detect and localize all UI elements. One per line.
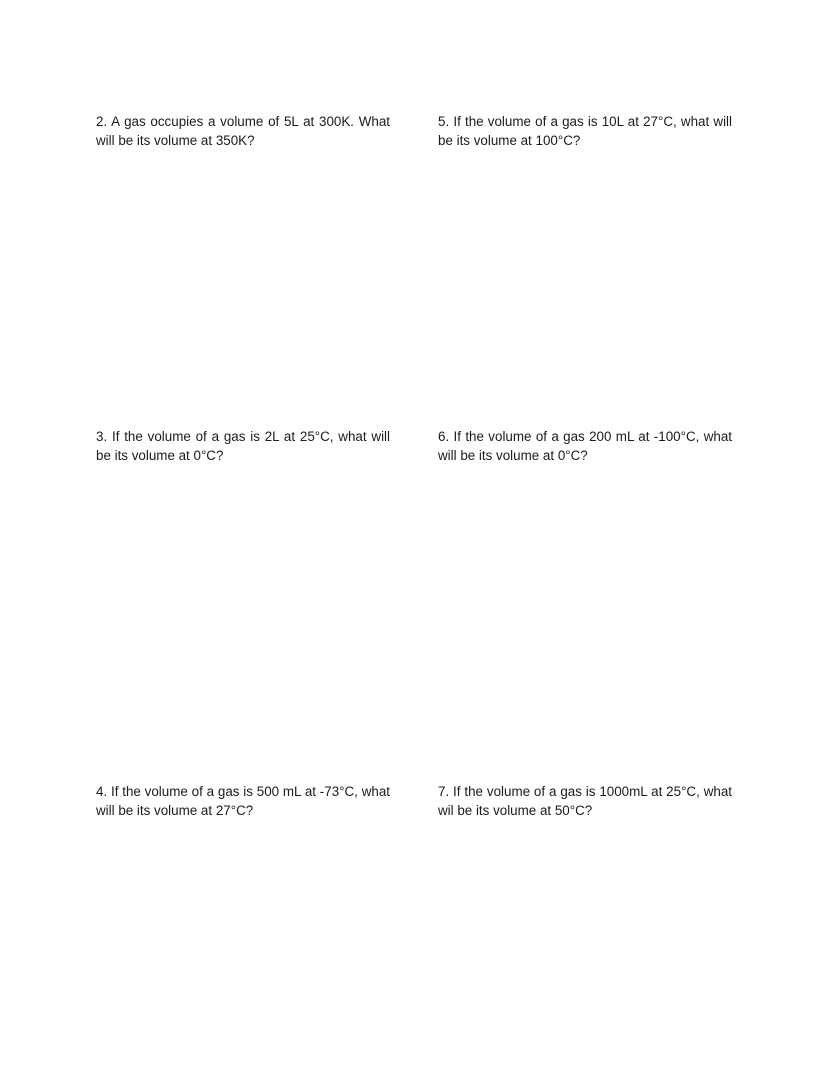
question-text: 3. If the volume of a gas is 2L at 25°C, what will be its volume at 0°C? — [96, 429, 394, 464]
question-item — [438, 112, 736, 151]
question-item — [438, 782, 736, 821]
question-item — [96, 782, 394, 821]
question-text: 4. If the volume of a gas is 500 mL at -73°C, what will be its volume at 27°C? — [96, 784, 394, 819]
question-item — [96, 427, 394, 466]
question-text: 7. If the volume of a gas is 1000mL at 25°C, what wil be its volume at 50°C? — [438, 784, 736, 819]
question-item — [96, 112, 394, 151]
worksheet-columns — [96, 112, 736, 912]
question-text: 5. If the volume of a gas is 10L at 27°C, what will be its volume at 100°C? — [438, 114, 736, 149]
question-text: 2. A gas occupies a volume of 5L at 300K. What will be its volume at 350K? — [96, 114, 394, 149]
question-item — [438, 427, 736, 466]
question-text: 6. If the volume of a gas 200 mL at -100°C, what will be its volume at 0°C? — [438, 429, 736, 464]
